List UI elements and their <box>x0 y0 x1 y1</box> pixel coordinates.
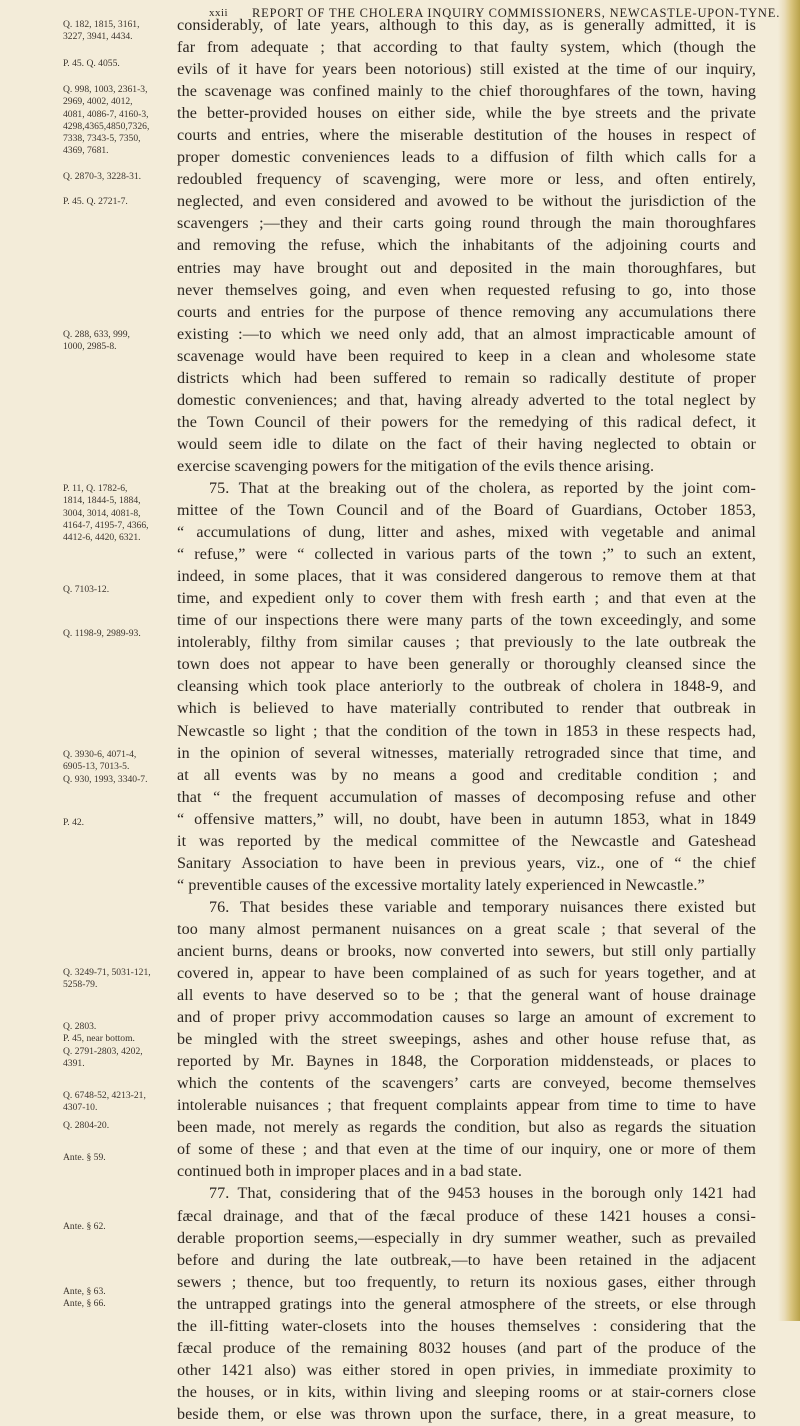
text-line: and of proper privy accommodation causes so large an amount of excrement to <box>177 1009 756 1027</box>
text-line: would seem idle to dilate on the fact of their having neglected to obtain or <box>177 435 756 453</box>
text-line: at all events was by no means a good and creditable condition ; and <box>177 766 756 784</box>
text-line: all events to have deserved so to be ; that the general want of house drainage <box>177 987 756 1005</box>
text-line: been made, not merely as regards the condition, but also as regards the situation <box>177 1119 756 1137</box>
paragraph-76-start: 76. That besides these variable and temporary nuisances there existed but <box>209 898 756 916</box>
margin-note: P. 45. Q. 4055. <box>63 58 120 69</box>
text-line: “ accumulations of dung, litter and ashes, mixed with vegetable and animal <box>177 524 756 542</box>
margin-note: Q. 288, 633, 999, 1000, 2985-8. <box>63 329 130 353</box>
page-edge-shadow <box>778 0 800 1321</box>
text-line: never themselves going, and even when requested refusing to go, into those <box>177 281 756 299</box>
text-line: evils of it have for years been notorious) still existed at the time of our inquiry, <box>177 61 756 79</box>
text-line: the better-provided houses on either side, while the bye streets and the private <box>177 105 756 123</box>
text-line: cleansing which took place anteriorly to the outbreak of cholera in 1848-9, and <box>177 678 756 696</box>
margin-note: P. 11, Q. 1782-6, 1814, 1844-5, 1884, 3004, 3014, 4081-8, 4164-7, 4195-7, 4366, 4412-6, 4420, 6321. <box>63 483 149 544</box>
text-line: mittee of the Town Council and of the Board of Guardians, October 1853, <box>177 502 756 520</box>
text-line: proper domestic conveniences leads to a diffusion of filth which calls for a <box>177 149 756 167</box>
text-line: the houses, or in kits, within living and sleeping rooms or at stair-corners close <box>177 1383 756 1401</box>
text-line: “ preventible causes of the excessive mortality lately experienced in Newcastle.” <box>177 876 705 894</box>
margin-note: Ante, § 63. Ante, § 66. <box>63 1286 106 1310</box>
text-line: sewers ; thence, but too frequently, to return its noxious gases, either through <box>177 1273 756 1291</box>
text-line: derable proportion seems,—especially in dry summer weather, such as prevailed <box>177 1229 756 1247</box>
text-line: the ill-fitting water-closets into the houses themselves : considering that the <box>177 1317 756 1335</box>
text-line: courts and entries, where the miserable destitution of the houses in respect of <box>177 127 756 145</box>
margin-note: Q. 998, 1003, 2361-3, 2969, 4002, 4012, 4081, 4086-7, 4160-3, 4298,4365,4850,7326, 7338, 7343-5, 7350, 4369, 7681. <box>63 84 150 157</box>
text-line: other 1421 also) was either stored in open privies, in immediate proximity to <box>177 1361 756 1379</box>
text-line: redoubled frequency of scavenging, were more or less, and often entirely, <box>177 171 756 189</box>
margin-note: Q. 2804-20. <box>63 1120 110 1131</box>
text-line: scavenage would have been required to keep in a clean and wholesome state <box>177 347 756 365</box>
text-line: far from adequate ; that according to that faulty system, which (though the <box>177 39 756 57</box>
margin-note: P. 45. Q. 2721-7. <box>63 196 128 207</box>
text-line: town does not appear to have been generally or thoroughly cleansed since the <box>177 656 756 674</box>
text-line: districts which had been suffered to remain so radically destitute of proper <box>177 369 756 387</box>
body-text <box>177 15 756 1426</box>
margin-note: Q. 1198-9, 2989-93. <box>63 628 141 639</box>
margin-note: Q. 3249-71, 5031-121, 5258-79. <box>63 967 151 991</box>
text-line: exercise scavenging powers for the mitigation of the evils thence arising. <box>177 457 655 475</box>
margin-note: Q. 6748-52, 4213-21, 4307-10. <box>63 1090 146 1114</box>
text-line: fæcal produce of the remaining 8032 houses (and part of the produce of the <box>177 1339 756 1357</box>
text-line: reported by Mr. Baynes in 1848, the Corporation middensteads, or places to <box>177 1053 756 1071</box>
text-line: neglected, and even considered and avowed to be without the jurisdiction of the <box>177 193 756 211</box>
text-line: existing :—to which we need only add, that an almost impracticable amount of <box>177 325 756 343</box>
text-line: entries may have brought out and deposited in the main thoroughfares, but <box>177 259 756 277</box>
text-line: considerably, of late years, although to this day, as is generally admitted, it is <box>177 17 756 34</box>
margin-note: Q. 7103-12. <box>63 584 110 595</box>
text-line: intolerable nuisances ; that frequent complaints appear from time to time to have <box>177 1097 756 1115</box>
text-line: in the opinion of several witnesses, materially retrograded since that time, and <box>177 744 756 762</box>
text-line: too many almost permanent nuisances on a great scale ; that several of the <box>177 920 756 938</box>
page-number: xxii <box>209 7 229 19</box>
text-line: covered in, appear to have been complained of as such for years together, and at <box>177 965 756 983</box>
text-line: the Town Council of their powers for the remedying of this radical defect, it <box>177 413 756 431</box>
running-head: REPORT OF THE CHOLERA INQUIRY COMMISSIONERS, NEWCASTLE-UPON-TYNE. <box>252 6 781 20</box>
margin-note: Ante. § 62. <box>63 1221 106 1232</box>
text-line: fæcal drainage, and that of the fæcal produce of these 1421 houses a consi- <box>177 1207 756 1225</box>
text-line: that “ the frequent accumulation of masses of decomposing refuse and other <box>177 788 756 806</box>
text-line: it was reported by the medical committee of the Newcastle and Gateshead <box>177 832 756 850</box>
text-line: be mingled with the street sweepings, ashes and other house refuse that, as <box>177 1031 756 1049</box>
text-line: time of our inspections there were many parts of the town exceedingly, and some <box>177 612 756 630</box>
text-line: and removing the refuse, which the inhabitants of the adjoining courts and <box>177 237 756 255</box>
text-line: the untrapped gratings into the general atmosphere of the streets, or else through <box>177 1295 756 1313</box>
text-line: the scavenage was confined mainly to the chief thoroughfares of the town, having <box>177 83 756 101</box>
text-line: “ offensive matters,” will, no doubt, have been in autumn 1853, what in 1849 <box>177 810 756 828</box>
text-line: courts and entries for the purpose of thence removing any accumulations there <box>177 303 756 321</box>
text-line: which the contents of the scavengers’ carts are conveyed, become themselves <box>177 1075 756 1093</box>
margin-note: P. 42. <box>63 817 85 828</box>
text-line: beside them, or else was thrown upon the surface, there, in a great measure, to <box>177 1405 756 1423</box>
text-line: scavengers ;—they and their carts going round through the main thoroughfares <box>177 215 756 233</box>
text-line: continued both in improper places and in a bad state. <box>177 1163 522 1181</box>
text-line: Newcastle so light ; that the condition of the town in 1853 in these respects had, <box>177 722 756 740</box>
text-line: intolerably, filthy from similar causes ; that previously to the late outbreak the <box>177 634 756 652</box>
paragraph-75-start: 75. That at the breaking out of the cholera, as reported by the joint com- <box>209 479 756 497</box>
text-line: indeed, in some places, that it was considered dangerous to remove them at that <box>177 568 756 586</box>
margin-note: Q. 182, 1815, 3161, 3227, 3941, 4434. <box>63 19 140 43</box>
paragraph-77-start: 77. That, considering that of the 9453 houses in the borough only 1421 had <box>209 1185 756 1203</box>
text-line: before and during the late outbreak,—to have been retained in the adjacent <box>177 1251 756 1269</box>
text-line: time, and expedient only to cover them with fresh earth ; and that even at the <box>177 590 756 608</box>
text-line: Sanitary Association to have been in previous years, viz., one of “ the chief <box>177 854 756 872</box>
text-line: domestic conveniences; and that, having already adverted to the total neglect by <box>177 391 756 409</box>
margin-note: Ante. § 59. <box>63 1152 106 1163</box>
margin-note: Q. 2803. P. 45, near bottom. Q. 2791-2803, 4202, 4391. <box>63 1021 143 1069</box>
text-line: of some of these ; and that even at the time of our inquiry, one or more of them <box>177 1141 756 1159</box>
margin-note: Q. 3930-6, 4071-4, 6905-13, 7013-5. Q. 930, 1993, 3340-7. <box>63 749 148 785</box>
margin-note: Q. 2870-3, 3228-31. <box>63 171 142 182</box>
text-line: ancient burns, deans or brooks, now converted into sewers, but still only partially <box>177 942 756 960</box>
text-line: which is believed to have materially contributed to render that outbreak in <box>177 700 756 718</box>
text-line: “ refuse,” were “ collected in various parts of the town ;” to such an extent, <box>177 546 756 564</box>
